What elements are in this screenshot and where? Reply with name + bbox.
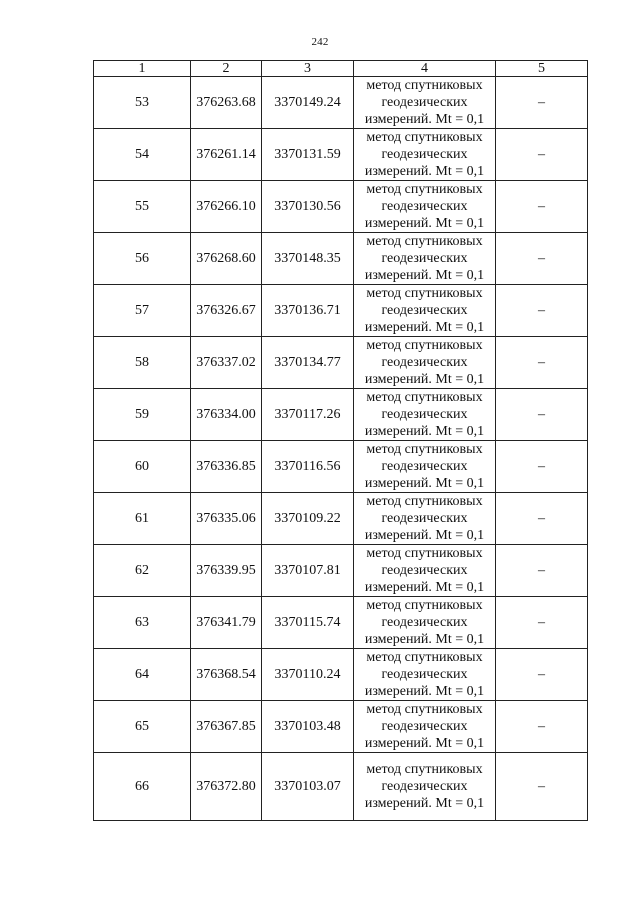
coord-x: 376336.85 [191,441,262,493]
method-line: геодезических [381,615,468,630]
point-number: 61 [94,493,191,545]
table-row [94,129,588,181]
coord-y: 3370103.48 [262,701,354,753]
coord-x: 376368.54 [191,649,262,701]
note-cell: – [496,597,588,649]
note-cell: – [496,285,588,337]
coord-x: 376339.95 [191,545,262,597]
coord-x: 376263.68 [191,77,262,129]
point-number: 64 [94,649,191,701]
note-cell: – [496,753,588,821]
method-cell [354,701,496,753]
method-line: измерений. Mt = 0,1 [364,796,485,811]
point-number: 62 [94,545,191,597]
coord-x: 376326.67 [191,285,262,337]
method-line: измерений. Mt = 0,1 [364,216,485,231]
method-line: измерений. Mt = 0,1 [364,372,485,387]
header-col-1: 1 [94,61,191,77]
coord-y: 3370117.26 [262,389,354,441]
coord-y: 3370148.35 [262,233,354,285]
note-cell: – [496,493,588,545]
method-line: измерений. Mt = 0,1 [364,320,485,335]
method-line: метод спутниковых [366,442,483,457]
method-line: метод спутниковых [366,78,483,93]
coord-x: 376268.60 [191,233,262,285]
method-line: измерений. Mt = 0,1 [364,476,485,491]
method-line: геодезических [381,355,468,370]
method-line: геодезических [381,779,468,794]
method-line: измерений. Mt = 0,1 [364,684,485,699]
method-cell [354,77,496,129]
coord-x: 376341.79 [191,597,262,649]
method-line: измерений. Mt = 0,1 [364,424,485,439]
coord-y: 3370149.24 [262,77,354,129]
method-line: метод спутниковых [366,390,483,405]
method-cell [354,545,496,597]
method-line: геодезических [381,563,468,578]
method-line: метод спутниковых [366,286,483,301]
method-line: геодезических [381,95,468,110]
point-number: 59 [94,389,191,441]
method-line: измерений. Mt = 0,1 [364,268,485,283]
note-cell: – [496,77,588,129]
table-row [94,753,588,821]
coord-y: 3370116.56 [262,441,354,493]
method-line: измерений. Mt = 0,1 [364,580,485,595]
coord-y: 3370110.24 [262,649,354,701]
note-cell: – [496,441,588,493]
table-row [94,701,588,753]
coord-y: 3370107.81 [262,545,354,597]
method-cell [354,493,496,545]
method-line: метод спутниковых [366,598,483,613]
table-row [94,77,588,129]
method-cell [354,233,496,285]
table-row [94,493,588,545]
point-number: 55 [94,181,191,233]
header-col-3: 3 [262,61,354,77]
point-number: 53 [94,77,191,129]
method-line: геодезических [381,511,468,526]
note-cell: – [496,233,588,285]
coord-y: 3370103.07 [262,753,354,821]
table-header-row [94,61,588,77]
point-number: 54 [94,129,191,181]
table-row [94,441,588,493]
method-cell [354,285,496,337]
note-cell: – [496,701,588,753]
note-cell: – [496,181,588,233]
table-row [94,337,588,389]
page-number: 242 [311,36,329,48]
method-line: геодезических [381,407,468,422]
point-number: 57 [94,285,191,337]
table-row [94,285,588,337]
method-line: метод спутниковых [366,130,483,145]
coord-x: 376335.06 [191,493,262,545]
coord-y: 3370134.77 [262,337,354,389]
point-number: 63 [94,597,191,649]
method-line: метод спутниковых [366,650,483,665]
method-line: метод спутниковых [366,338,483,353]
note-cell: – [496,649,588,701]
method-cell [354,649,496,701]
method-line: геодезических [381,719,468,734]
method-line: метод спутниковых [366,234,483,249]
method-cell [354,389,496,441]
point-number: 56 [94,233,191,285]
coord-x: 376334.00 [191,389,262,441]
method-line: метод спутниковых [366,702,483,717]
header-col-4: 4 [354,61,496,77]
coord-x: 376261.14 [191,129,262,181]
method-line: геодезических [381,251,468,266]
method-cell [354,181,496,233]
note-cell: – [496,389,588,441]
method-line: геодезических [381,147,468,162]
method-line: метод спутниковых [366,182,483,197]
table-row [94,389,588,441]
table-row [94,181,588,233]
header-col-5: 5 [496,61,588,77]
method-line: геодезических [381,303,468,318]
method-line: геодезических [381,667,468,682]
method-line: метод спутниковых [366,546,483,561]
table-body [94,77,588,821]
coord-y: 3370130.56 [262,181,354,233]
coord-x: 376372.80 [191,753,262,821]
table-row [94,649,588,701]
method-line: измерений. Mt = 0,1 [364,164,485,179]
point-number: 60 [94,441,191,493]
method-line: метод спутниковых [366,494,483,509]
header-col-2: 2 [191,61,262,77]
coord-x: 376367.85 [191,701,262,753]
point-number: 66 [94,753,191,821]
method-cell [354,753,496,821]
method-line: метод спутниковых [366,762,483,777]
coord-y: 3370131.59 [262,129,354,181]
note-cell: – [496,337,588,389]
coord-y: 3370136.71 [262,285,354,337]
coordinates-table [93,60,588,821]
point-number: 65 [94,701,191,753]
coord-y: 3370109.22 [262,493,354,545]
method-line: измерений. Mt = 0,1 [364,112,485,127]
method-line: измерений. Mt = 0,1 [364,528,485,543]
note-cell: – [496,129,588,181]
point-number: 58 [94,337,191,389]
table-row [94,545,588,597]
coord-y: 3370115.74 [262,597,354,649]
method-cell [354,441,496,493]
method-cell [354,129,496,181]
method-line: измерений. Mt = 0,1 [364,632,485,647]
method-line: измерений. Mt = 0,1 [364,736,485,751]
method-line: геодезических [381,459,468,474]
method-cell [354,597,496,649]
coord-x: 376266.10 [191,181,262,233]
table-row [94,233,588,285]
coord-x: 376337.02 [191,337,262,389]
method-line: геодезических [381,199,468,214]
method-cell [354,337,496,389]
note-cell: – [496,545,588,597]
table-row [94,597,588,649]
